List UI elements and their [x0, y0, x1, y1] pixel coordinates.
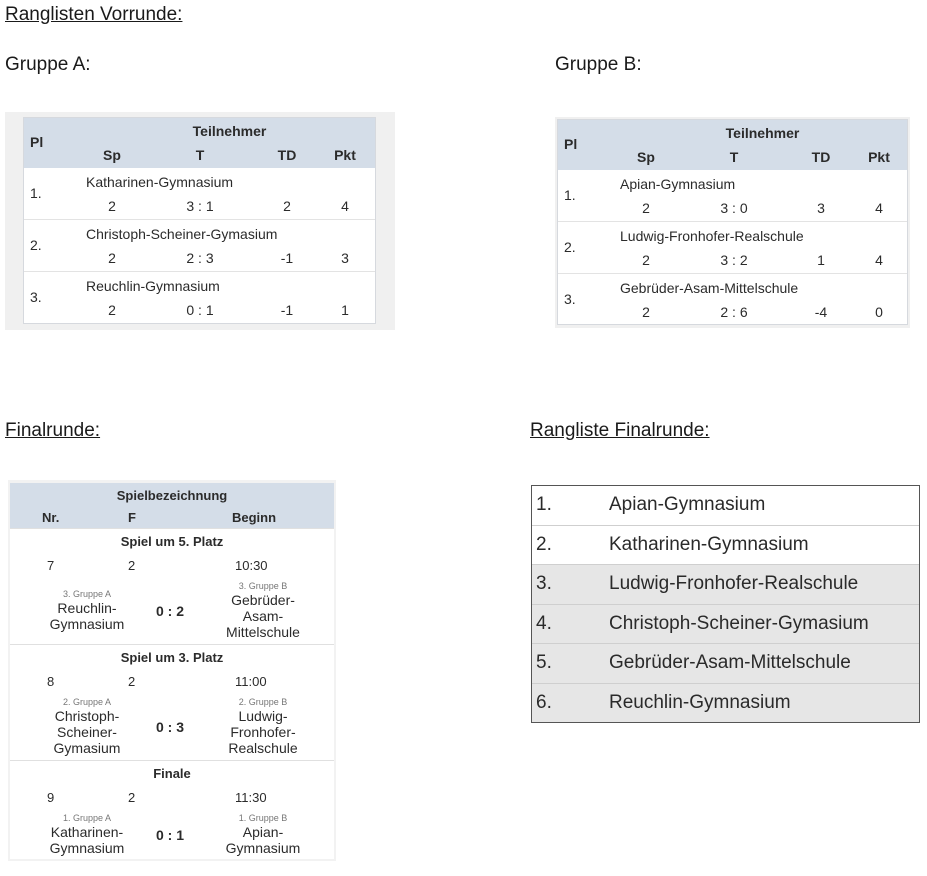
team-name: Apian-Gymnasium	[620, 176, 736, 192]
ranking-row	[532, 486, 919, 525]
home-source: 2. Gruppe A	[62, 697, 112, 707]
standing-row	[24, 219, 375, 271]
points: 4	[875, 200, 883, 216]
goal-difference: -1	[280, 302, 294, 318]
header-begin: Beginn	[232, 510, 277, 525]
game-field: 2	[128, 790, 136, 805]
home-source: 3. Gruppe A	[62, 589, 112, 599]
ranking-place: 3.	[536, 573, 552, 594]
goal-difference: 3	[817, 200, 825, 216]
away-source: 1. Gruppe B	[238, 813, 288, 823]
goals: 3 : 2	[720, 252, 748, 268]
standing-row	[24, 271, 375, 323]
away-source: 2. Gruppe B	[238, 697, 288, 707]
header-game-title: Spielbezeichnung	[116, 488, 228, 503]
final-round-heading: Finalrunde:	[5, 420, 101, 441]
header-sp: Sp	[103, 147, 121, 163]
group-b-rows	[558, 170, 907, 325]
game-block	[10, 644, 334, 760]
group-b-header	[558, 120, 907, 170]
away-team	[218, 581, 308, 640]
away-name-line: Mittelschule	[226, 624, 300, 640]
group-a-header	[24, 118, 375, 168]
header-pkt: Pkt	[868, 149, 890, 165]
game-number: 8	[47, 674, 55, 689]
home-name-line: Scheiner-	[57, 724, 117, 740]
away-name-line: Gebrüder-	[231, 592, 295, 608]
rank: 3.	[30, 289, 42, 305]
group-b-label: Gruppe B:	[555, 54, 642, 75]
header-td: TD	[277, 147, 297, 163]
header-pl: Pl	[30, 134, 44, 150]
standing-row	[24, 168, 375, 219]
game-block	[10, 760, 334, 876]
goals: 0 : 1	[186, 302, 214, 318]
points: 1	[341, 302, 349, 318]
away-team	[218, 697, 308, 756]
games-played: 2	[108, 302, 116, 318]
rank: 2.	[564, 239, 576, 255]
game-title: Spiel um 3. Platz	[120, 650, 224, 665]
goals: 2 : 3	[186, 250, 214, 266]
group-b-table	[557, 119, 908, 325]
ranking-team: Gebrüder-Asam-Mittelschule	[609, 652, 851, 673]
game-score: 0 : 3	[156, 719, 185, 735]
ranking-row	[532, 643, 919, 683]
home-name-line: Gymnasium	[49, 840, 125, 856]
team-name: Ludwig-Fronhofer-Realschule	[620, 228, 804, 244]
games-played: 2	[108, 198, 116, 214]
team-name: Reuchlin-Gymnasium	[86, 278, 220, 294]
rank: 1.	[564, 187, 576, 203]
game-begin: 10:30	[235, 558, 268, 573]
goals: 3 : 1	[186, 198, 214, 214]
points: 0	[875, 304, 883, 320]
header-f: F	[128, 510, 136, 525]
standing-row	[558, 273, 907, 325]
ranking-place: 2.	[536, 533, 552, 555]
home-name-line: Gymnasium	[49, 616, 125, 632]
final-round-table	[10, 483, 334, 859]
game-title: Spiel um 5. Platz	[120, 534, 224, 549]
header-participants: Teilnehmer	[725, 125, 800, 141]
goal-difference: -1	[280, 250, 294, 266]
home-name-line: Christoph-	[54, 708, 120, 724]
home-team	[42, 589, 132, 632]
standing-row	[558, 221, 907, 273]
ranking-row	[532, 683, 919, 723]
away-name-line: Apian-	[242, 824, 284, 840]
ranking-place: 4.	[536, 612, 552, 634]
away-name-line: Gymnasium	[225, 840, 301, 856]
game-begin: 11:30	[235, 790, 267, 805]
goals: 3 : 0	[720, 200, 748, 216]
game-score: 0 : 1	[156, 827, 185, 843]
header-pl: Pl	[564, 136, 578, 152]
game-begin: 11:00	[235, 674, 267, 689]
team-name: Gebrüder-Asam-Mittelschule	[620, 280, 799, 296]
group-a-label: Gruppe A:	[5, 54, 91, 75]
header-pkt: Pkt	[334, 147, 356, 163]
ranking-row	[532, 604, 919, 644]
preliminary-heading: Ranglisten Vorrunde:	[5, 4, 183, 25]
games-played: 2	[642, 252, 650, 268]
away-name-line: Ludwig-	[238, 708, 288, 724]
final-round-frame	[8, 480, 336, 861]
home-team	[42, 813, 132, 856]
ranking-place: 6.	[536, 691, 552, 713]
points: 4	[875, 252, 883, 268]
game-title: Finale	[153, 766, 191, 781]
ranking-row	[532, 564, 919, 604]
rank: 1.	[30, 185, 42, 201]
home-source: 1. Gruppe A	[62, 813, 112, 823]
games-played: 2	[642, 304, 650, 320]
group-a-rows	[24, 168, 375, 323]
ranking-team: Reuchlin-Gymnasium	[609, 691, 791, 713]
home-name-line: Gymasium	[53, 740, 121, 756]
home-name-line: Reuchlin-	[57, 600, 117, 616]
final-games	[10, 528, 334, 876]
ranking-row	[532, 525, 919, 565]
games-played: 2	[642, 200, 650, 216]
home-name-line: Katharinen-	[50, 824, 124, 840]
games-played: 2	[108, 250, 116, 266]
final-ranking-table	[531, 485, 920, 723]
goal-difference: -4	[814, 304, 828, 320]
ranking-place: 5.	[536, 652, 552, 673]
points: 4	[341, 198, 349, 214]
goal-difference: 1	[817, 252, 825, 268]
rank: 3.	[564, 291, 576, 307]
game-number: 7	[47, 558, 55, 573]
away-team	[218, 813, 308, 856]
final-ranking-heading: Rangliste Finalrunde:	[530, 420, 710, 441]
points: 3	[341, 250, 349, 266]
game-field: 2	[128, 558, 136, 573]
header-t: T	[195, 147, 205, 163]
home-team	[42, 697, 132, 756]
game-score: 0 : 2	[156, 603, 185, 619]
team-name: Christoph-Scheiner-Gymasium	[86, 226, 278, 242]
game-block	[10, 528, 334, 644]
goal-difference: 2	[283, 198, 291, 214]
ranking-team: Christoph-Scheiner-Gymasium	[609, 612, 869, 634]
away-name-line: Asam-	[242, 608, 284, 624]
ranking-team: Apian-Gymnasium	[609, 494, 766, 515]
group-a-table	[23, 117, 376, 324]
rank: 2.	[30, 237, 42, 253]
standing-row	[558, 170, 907, 221]
header-nr: Nr.	[42, 510, 60, 525]
team-name: Katharinen-Gymnasium	[86, 174, 234, 190]
away-name-line: Realschule	[228, 740, 298, 756]
away-name-line: Fronhofer-	[230, 724, 296, 740]
away-source: 3. Gruppe B	[238, 581, 288, 591]
final-round-header	[10, 483, 334, 528]
ranking-team: Ludwig-Fronhofer-Realschule	[609, 573, 859, 594]
header-sp: Sp	[637, 149, 655, 165]
header-td: TD	[811, 149, 831, 165]
game-number: 9	[47, 790, 55, 805]
header-t: T	[729, 149, 739, 165]
ranking-place: 1.	[536, 494, 552, 515]
goals: 2 : 6	[720, 304, 748, 320]
header-participants: Teilnehmer	[192, 123, 267, 139]
game-field: 2	[128, 674, 136, 689]
ranking-team: Katharinen-Gymnasium	[609, 533, 809, 555]
